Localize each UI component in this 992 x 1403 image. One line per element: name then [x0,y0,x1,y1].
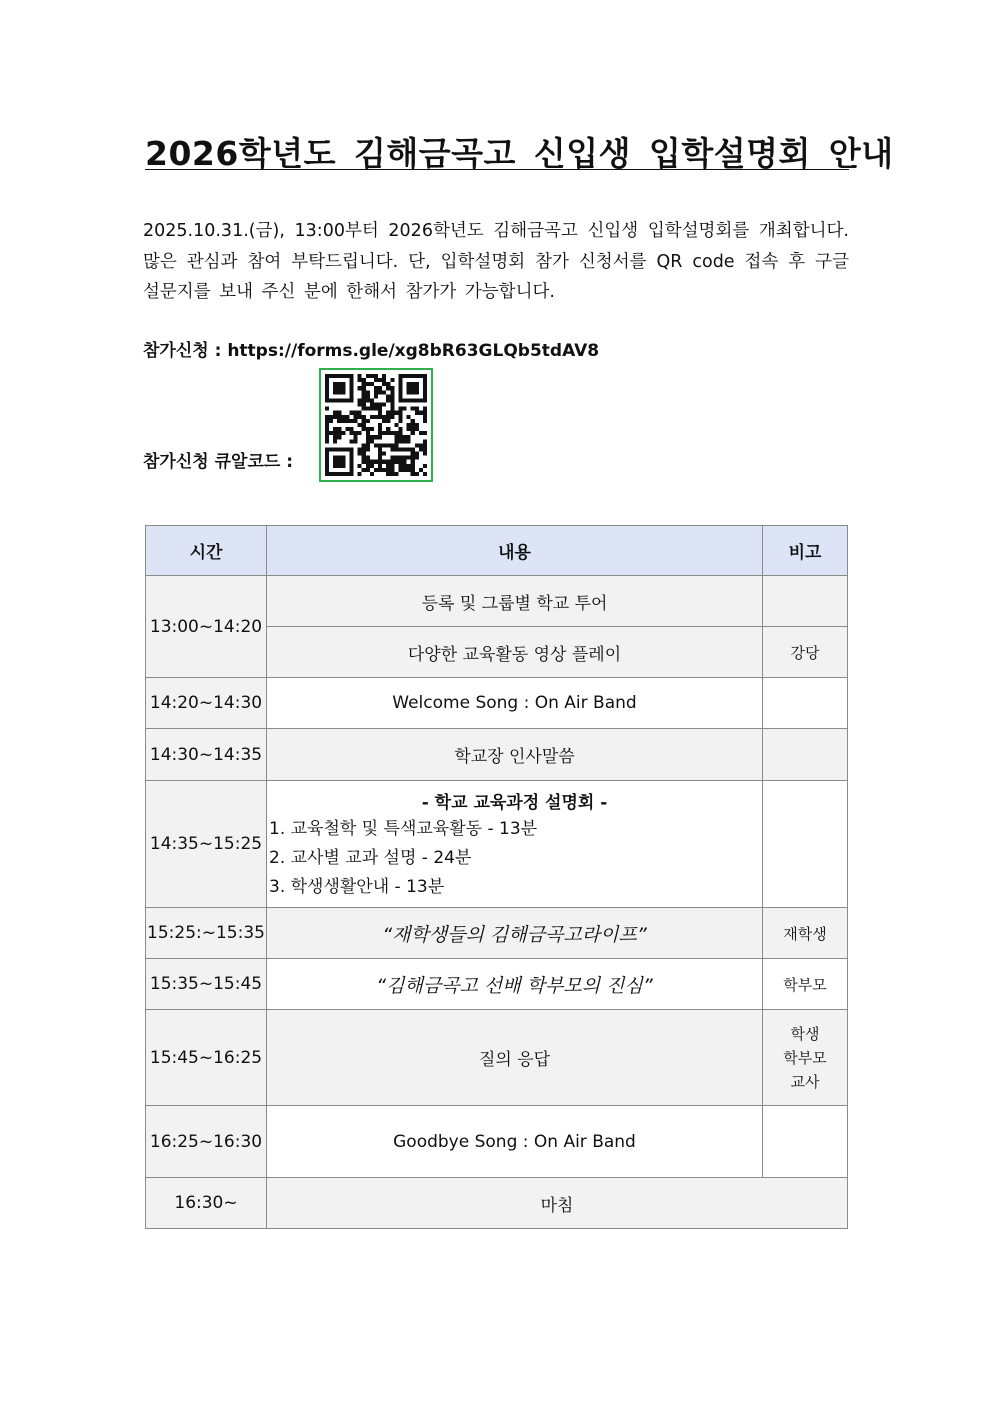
note-cell [763,576,848,627]
content-cell: 등록 및 그룹별 학교 투어 [267,576,763,627]
list-item: 1. 교육철학 및 특색교육활동 - 13분 [269,819,538,839]
content-cell: Goodbye Song : On Air Band [267,1106,763,1178]
header-note: 비고 [763,526,848,576]
note-line: 학부모 [783,1048,827,1067]
table-row [146,781,848,908]
list-item: 2. 교사별 교과 설명 - 24분 [269,848,472,868]
note-line: 학생 [790,1024,820,1043]
table-row [146,678,848,729]
content-cell: 마침 [267,1178,848,1229]
signup-link[interactable]: https://forms.gle/xg8bR63GLQb5tdAV8 [227,341,600,361]
curriculum-cell [267,781,763,908]
table-row [146,576,848,627]
note-cell: 학부모 [763,959,848,1010]
note-cell [763,1010,848,1106]
time-cell: 15:35~15:45 [146,959,267,1010]
note-line: 교사 [790,1072,820,1091]
content-cell: 학교장 인사말씀 [267,729,763,781]
table-row [146,1010,848,1106]
time-cell: 14:20~14:30 [146,678,267,729]
table-header-row [146,526,848,576]
time-cell: 14:30~14:35 [146,729,267,781]
note-cell [763,678,848,729]
curriculum-heading: - 학교 교육과정 설명회 - [421,793,608,813]
signup-line [143,336,599,361]
content-cell: “김해금곡고 선배 학부모의 진심” [267,959,763,1010]
header-content: 내용 [267,526,763,576]
note-cell [763,781,848,908]
curriculum-list [267,815,762,902]
note-cell: 재학생 [763,908,848,959]
time-cell: 15:45~16:25 [146,1010,267,1106]
title-underline [145,169,849,170]
header-time: 시간 [146,526,267,576]
schedule-table [145,525,848,1229]
note-cell: 강당 [763,627,848,678]
table-row [146,959,848,1010]
table-row [146,729,848,781]
page-title: 2026학년도 김해금곡고 신입생 입학설명회 안내 [145,134,894,173]
time-cell: 15:25:~15:35 [146,908,267,959]
qr-code-icon[interactable] [319,368,433,482]
qr-label: 참가신청 큐알코드 : [143,452,294,472]
intro-paragraph: 2025.10.31.(금), 13:00부터 2026학년도 김해금곡고 신입생 입학설명회를 개최합니다. 많은 관심과 참여 부탁드립니다. 단, 입학설명회 참가 신청서를 QR code 접속 후 구글 설문지를 보내 주신 분에 한해서 참가가 가능합니다. [143,221,849,302]
time-cell: 16:30~ [146,1178,267,1229]
content-cell: Welcome Song : On Air Band [267,678,763,729]
table-row [146,1106,848,1178]
table-row [146,1178,848,1229]
content-cell: “재학생들의 김해금곡고라이프” [267,908,763,959]
time-cell: 13:00~14:20 [146,576,267,678]
note-cell [763,729,848,781]
time-cell: 14:35~15:25 [146,781,267,908]
list-item: 3. 학생생활안내 - 13분 [269,877,445,897]
content-cell: 다양한 교육활동 영상 플레이 [267,627,763,678]
signup-label: 참가신청 : [143,341,222,361]
note-cell [763,1106,848,1178]
table-row [146,908,848,959]
content-cell: 질의 응답 [267,1010,763,1106]
time-cell: 16:25~16:30 [146,1106,267,1178]
